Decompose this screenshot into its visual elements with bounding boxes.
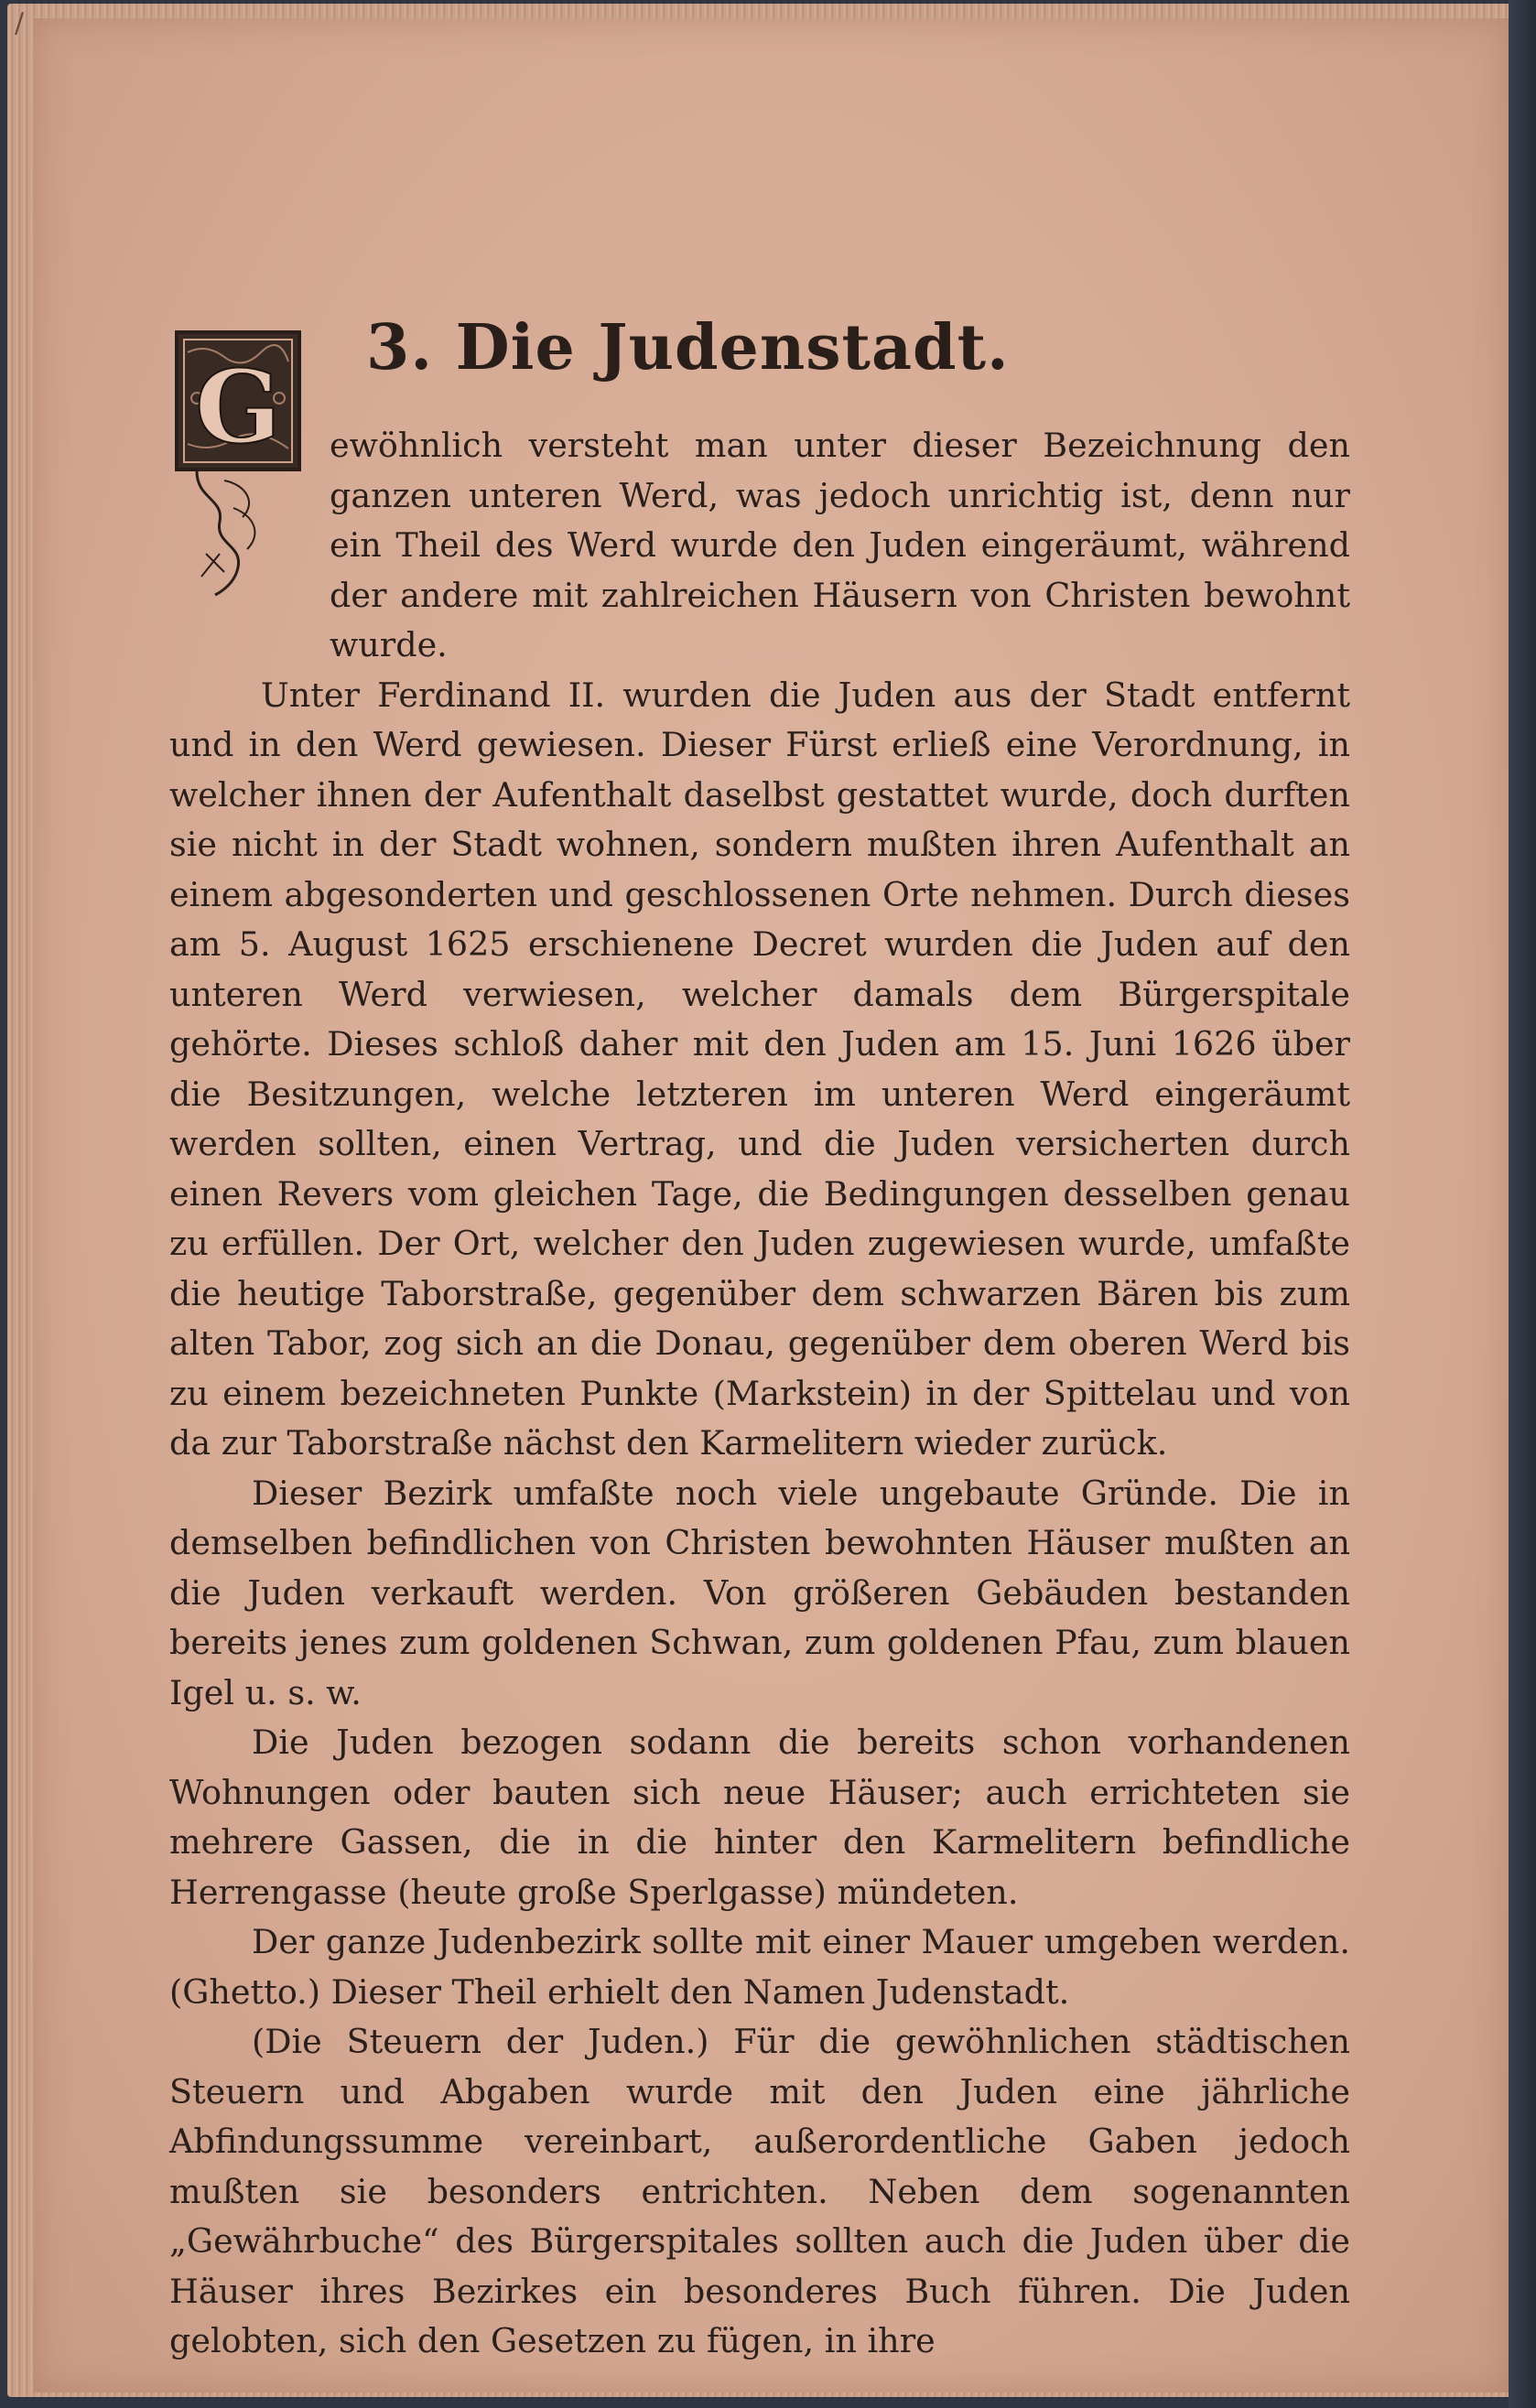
paragraph-1: ewöhnlich versteht man unter dieser Bezeichnung den ganzen unteren Werd, was jedoch unrichtig ist, denn nur ein Theil des Werd wurde den Juden eingeräumt, während der andere mit zahlreichen Häusern von Christen bewohnt wurde. xyxy=(330,426,1350,664)
paragraph-6: (Die Steuern der Juden.) Für die gewöhnlichen städtischen Steuern und Abgaben wurde mit den Juden eine jährliche Abfindungssumme vereinbart, außerordentliche Gaben jedoch mußten sie besonders entrichten. Neben dem sogenannten „Gewährbuche“ des Bürgerspitales sollten auch die Juden über die Häuser ihres Bezirkes ein besonderes Buch führen. Die Juden gelobten, sich den Gesetzen zu fügen, in ihre xyxy=(169,2022,1350,2360)
body-text xyxy=(169,421,1350,2367)
paragraph-5: Der ganze Judenbezirk sollte mit einer Mauer umgeben werden. (Ghetto.) Dieser Theil erhielt den Namen Judenstadt. xyxy=(169,1922,1350,2012)
chapter-title: 3. Die Judenstadt. xyxy=(366,311,1010,384)
paragraph-3: Dieser Bezirk umfaßte noch viele ungebaute Gründe. Die in demselben befindlichen von Christen bewohnten Häuser mußten an die Juden verkauft werden. Von größeren Gebäuden bestanden bereits jenes zum goldenen Schwan, zum goldenen Pfau, zum blauen Igel u. s. w. xyxy=(169,1473,1350,1712)
paragraph-2: Unter Ferdinand II. wurden die Juden aus der Stadt entfernt und in den Werd gewiesen. Dieser Fürst erließ eine Verordnung, in welcher ihnen der Aufenthalt daselbst gestattet wurde, doch durften sie nicht in der Stadt wohnen, sondern mußten ihren Aufenthalt an einem abgesonderten und geschlossenen Orte nehmen. Durch dieses am 5. August 1625 erschienene Decret wurden die Juden auf den unteren Werd verwiesen, welcher damals dem Bürgerspitale gehörte. Dieses schloß daher mit den Juden am 15. Juni 1626 über die Besitzungen, welche letzteren im unteren Werd eingeräumt werden sollten, einen Vertrag, und die Juden versicherten durch einen Revers vom gleichen Tage, die Bedingungen desselben genau zu erfüllen. Der Ort, welcher den Juden zugewiesen wurde, umfaßte die heutige Taborstraße, gegenüber dem schwarzen Bären bis zum alten Tabor, zog sich an die Donau, gegenüber dem oberen Werd bis zu einem bezeichneten Punkte (Markstein) in der Spittelau und von da zur Taborstraße nächst den Karmelitern wieder zurück. xyxy=(169,675,1350,1463)
paragraph-4: Die Juden bezogen sodann die bereits schon vorhandenen Wohnungen oder bauten sich neue Häuser; auch errichteten sie mehrere Gassen, die in die hinter den Karmelitern befindliche Herrengasse (heute große Sperlgasse) mündeten. xyxy=(169,1722,1350,1912)
corner-mark: / xyxy=(15,7,25,39)
initial-letter: G xyxy=(195,348,281,466)
book-binding xyxy=(1509,0,1536,2408)
